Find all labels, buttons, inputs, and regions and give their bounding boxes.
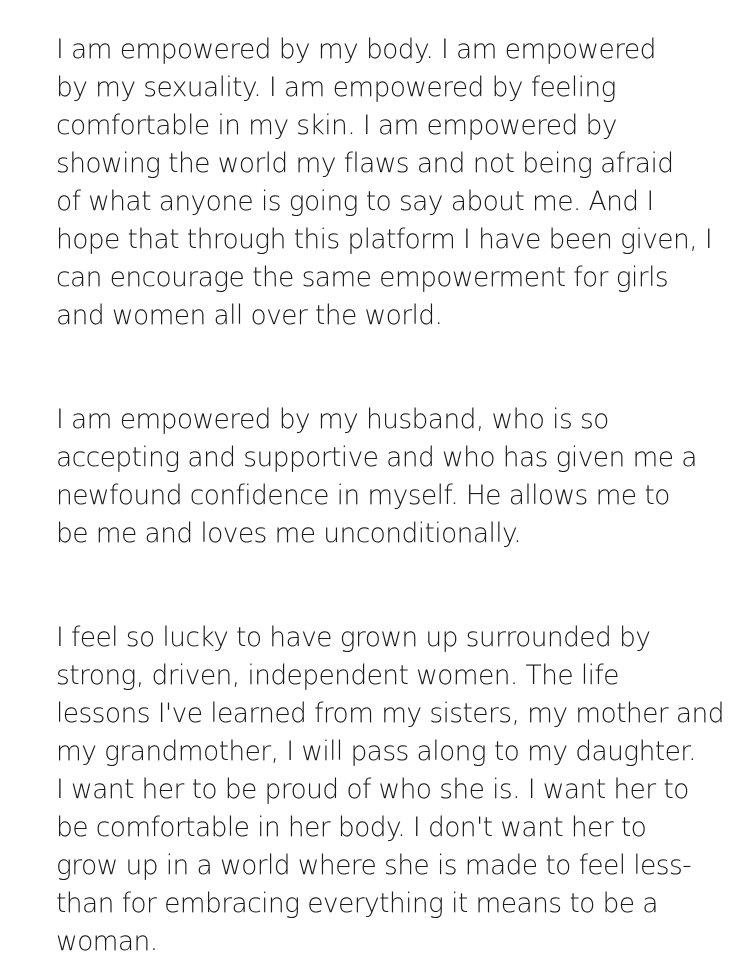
paragraph-body-empowerment bbox=[56, 31, 716, 335]
text-line: I am empowered by my body. I am empowered bbox=[56, 34, 656, 65]
text-line: of what anyone is going to say about me. And I bbox=[56, 186, 654, 217]
text-line: lessons I've learned from my sisters, my mother and bbox=[56, 698, 724, 729]
text-line: comfortable in my skin. I am empowered by bbox=[56, 110, 617, 141]
text-line: my grandmother, I will pass along to my daughter. bbox=[56, 736, 696, 767]
text-line: be comfortable in her body. I don't want her to bbox=[56, 812, 647, 843]
text-line: hope that through this platform I have been given, I bbox=[56, 224, 713, 255]
text-line: grow up in a world where she is made to feel less- bbox=[56, 850, 692, 881]
text-line: and women all over the world. bbox=[56, 300, 443, 331]
text-line: be me and loves me unconditionally. bbox=[56, 518, 522, 549]
text-line: newfound confidence in myself. He allows me to bbox=[56, 480, 670, 511]
paragraph-independent-women bbox=[56, 619, 724, 961]
text-line: than for embracing everything it means to be a bbox=[56, 888, 658, 919]
text-line: can encourage the same empowerment for girls bbox=[56, 262, 669, 293]
text-line: accepting and supportive and who has given me a bbox=[56, 442, 697, 473]
text-line: I feel so lucky to have grown up surrounded by bbox=[56, 622, 651, 653]
text-line: woman. bbox=[56, 926, 158, 957]
text-line: strong, driven, independent women. The life bbox=[56, 660, 619, 691]
paragraph-husband bbox=[56, 401, 716, 553]
text-line: I am empowered by my husband, who is so bbox=[56, 404, 609, 435]
text-line: I want her to be proud of who she is. I want her to bbox=[56, 774, 689, 805]
text-line: showing the world my flaws and not being afraid bbox=[56, 148, 674, 179]
text-line: by my sexuality. I am empowered by feeling bbox=[56, 72, 616, 103]
